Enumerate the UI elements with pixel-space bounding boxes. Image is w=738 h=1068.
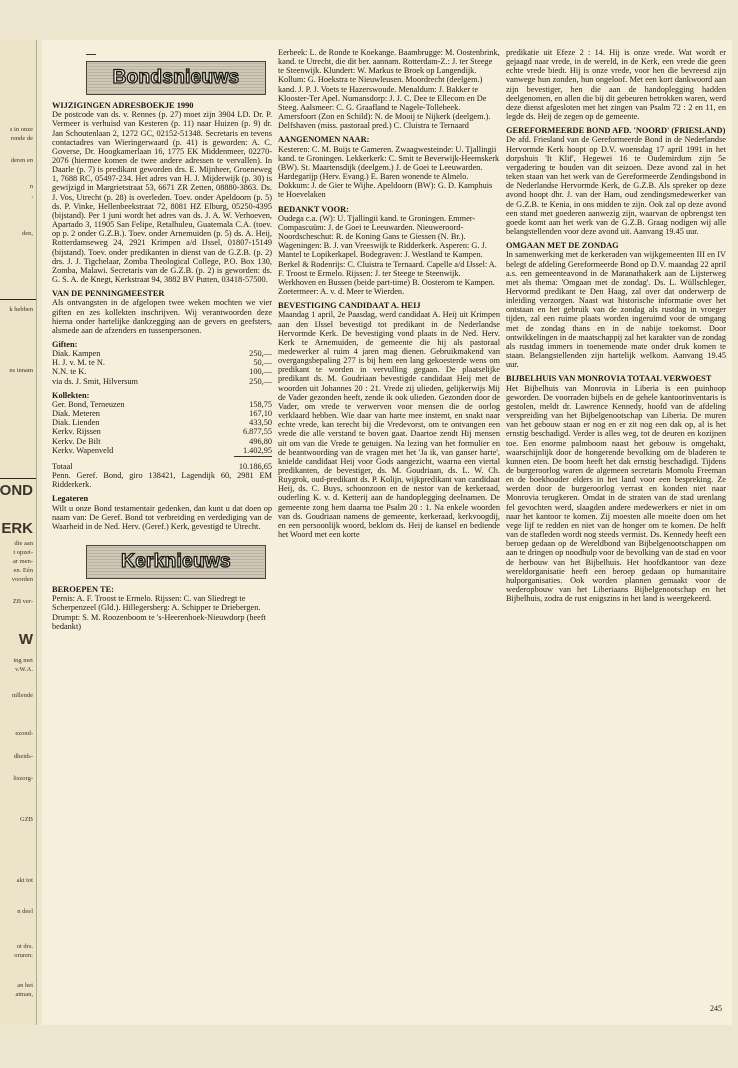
strip-fragment: an het — [17, 982, 33, 989]
column-2 — [278, 48, 500, 539]
article-text: Als ontvangsten in de afgelopen twee weken mochten we vier giften en zes kollekten inschrijven. Wij verantwoorden deze hierna onder hartelijke dankzegging aan de gevers en geefsters, alsmede aan de afzenders en tussenpersonen. — [52, 298, 272, 335]
kollekten-list — [52, 400, 272, 455]
section-heading: BIJBELHUIS VAN MONROVIA TOTAAL VERWOEST — [506, 374, 712, 384]
strip-fragment: ing met — [13, 657, 33, 664]
list-item: Diak. Meteren 167,10 — [52, 409, 272, 419]
strip-fragment: n — [29, 183, 33, 190]
list-item: Diak. Kampen 250,— — [52, 349, 272, 359]
list-label: Giften: — [52, 340, 78, 349]
article-text: In samenwerking met de kerkeraden van wijkgemeenten III en IV belegt de afdeling Gereformeerde Bond op D.V. maandag 22 april a.s. een gemeenteavond in de Maranathakerk aan de Lijsterweg met als thema: 'Omgaan met de zondag'. Ds. L. Wüllschleger, Hervormd predikant te Den Haag, zal over dat onderwerp de inleiding verzorgen. Naast wat historische informatie over het ontstaan en het gebruik van de zondag als rustdag in vroeger tijden, zal een ruime plaats worden ingeruimd voor de omgang met de zondag thans en in de nabije toekomst. Door ontwikkelingen in de maatschappij zal het karakter van de zondag als rustdag immers in toenemende mate onder druk komen te staan. Belangstellenden zijn hartelijk welkom. Aanvang 19.45 uur. — [506, 250, 726, 370]
totaal-row: Totaal 10.186,65 — [52, 461, 272, 471]
strip-heading: ERK — [1, 520, 33, 537]
section-heading: Legateren — [52, 494, 89, 504]
section-heading: BEDANKT VOOR: — [278, 204, 349, 214]
strip-fragment: nillende — [12, 692, 33, 699]
list-item: Kerkv. De Bilt 496,80 — [52, 436, 272, 446]
strip-fragment: s in onze — [9, 126, 33, 133]
section-heading: WIJZIGINGEN ADRESBOEKJE 1990 — [52, 101, 194, 110]
strip-fragment: rende de — [10, 135, 33, 142]
strip-fragment: ot drs. — [16, 943, 33, 950]
strip-fragment: , — [31, 192, 33, 199]
section-heading: AANGENOMEN NAAR: — [278, 135, 370, 145]
article-text: Eerbeek: L. de Ronde te Koekange. Baambrugge: M. Oostenbrink, kand. te Utrecht, die dit ber. aannam. Rotterdam-Z.: J. ter Steege te Steenwijk. Klundert: W. Markus te Broek op Langendijk. Kollum: G. Hoekstra te Nieuwleusen. Moordrecht (deelgem.) kand. J. P. J. Voets te Hazerswoude. Menaldum: J. Bakker te Klooster-Ter Apel. Numansdorp: J. J. C. Dee te Ellecom en De Steeg. Aalsmeer: C. G. Graafland te Nagele-Tollebeek. Amersfoort (Zon en Schild): N. de Mooij te Nijkerk (deelgem.). Delfshaven (miss. pastoraal pred.) C. Cluistra te Ternaard — [278, 48, 500, 131]
strip-fragment: dheids- — [13, 753, 33, 760]
strip-fragment: en. Eén — [13, 567, 33, 574]
banner-title: Bondsnieuws — [112, 67, 240, 88]
strip-fragment: voorden — [11, 576, 33, 583]
strip-fragment: ar men- — [12, 558, 33, 565]
strip-fragment: die aan — [14, 540, 33, 547]
list-item: H. J. v. M. te N. 50,— — [52, 358, 272, 368]
giften-list — [52, 349, 272, 386]
bondsnieuws-banner — [86, 61, 266, 95]
list-item: Diak. Lienden 433,50 — [52, 418, 272, 428]
article-text: Oudega c.a. (W): U. Tjallingii kand. te Groningen. Emmer-Compascuüm: J. de Goei te Leeuwarden. Nieuweroord-Noordscheschut: R. de Koning Gans te Giessen (N. Br.). Wageningen: B. J. van Vreeswijk te Ridderkerk. Asperen: G. J. Mantel te Lopikerkapel. Bodegraven: J. Westland te Kampen. Berkel & Rodenrijs: C. Cluistra te Ternaard. Capelle a/d IJssel: A. F. Troost te Ermelo. Rijssen: J. ter Steege te Steenwijk. Werkhoven en Bussen (beide part-time) B. Oosterom te Kampen. Zoetermeer: A. v. d. Meer te Wierden. — [278, 213, 497, 296]
strip-heading: W — [18, 631, 33, 648]
strip-fragment: ezond- — [15, 730, 33, 737]
strip-fragment: v.W.A. — [15, 666, 33, 673]
section-heading: BEROEPEN TE: — [52, 585, 114, 595]
list-item: Kerkv. Rijssen 6.877,55 — [52, 427, 272, 437]
strip-fragment: t opzet- — [13, 549, 33, 556]
article-text: Maandag 1 april, 2e Paasdag, werd candidaat A. Heij uit Krimpen aan den IJssel bevestigd tot predikant in de Nederlandse Hervormde Kerk. De bevestiging vond plaats in de Ned. Herv. Kerk te Arnemuiden, de gemeente die hij als pastoraal medewerker al ruim 4 jaren mag dienen. Gebruikmakend van overgangsbepaling 277 is bij hem een lang gekoesterde wens om predikant te worden in vervulling gegaan. De plaatselijke predikant ds. M. Goudriaan bevestigde candidaat Heij met de woorden uit Johannes 20 : 21. Vrede zij ulieden, gelijkerwijs Mij de Vader gezonden heeft, zende ik ook ulieden. Gezonden door de Vader, om vrede te verwerven voor mensen die de oorlog verklaard hebben. Wie daar van harte mee instemt, en snakt naar echte vrede, kan terecht bij die Vredevorst, om te ontvangen een vrede die alle verstand te boven gaat. Daartoe zendt Hij mensen uit om van die Vrede te getuigen. Na lezing van het formulier en de beantwoording van de vragen met het 'Ja ik, van ganser harte', knielde candidaat Heij voor Gods aangezicht, waarna een viertal predikanten, de bevestiger, ds. M. Goudriaan, ds. L. W. Ch. Ruygrok, oud-predikant ds. P. Kolijn, wijkpredikant van candidaat Heij, ds. C. Buys, schoonzoon en de nestor van de kerkeraad, ouderling K. v. d. Ketterij aan de handoplegging deelnamen. De gemeente zong hem daarna toe Psalm 20 : 1. Na enkele woorden van ds. Goudriaan namens de gemeente, kerkeraad, kerkvoogdij, en een persoonlijk woord, beklom ds. Heij de kansel en bediende het Woord met een korte — [278, 310, 500, 540]
strip-fragment: deren en — [10, 157, 33, 164]
article-text: Pernis: A. F. Troost te Ermelo. Rijssen: C. van Sliedregt te Scherpenzeel (Gld.). Hillegersberg: A. Schipper te Driebergen. Drumpt: S. M. Roozenboom te 's-Heerenhoek-Nieuwdorp (heeft bedankt) — [52, 594, 266, 631]
section-heading: VAN DE PENNINGMEESTER — [52, 289, 165, 299]
section-heading: BEVESTIGING CANDIDAAT A. HEIJ — [278, 301, 421, 311]
strip-fragment: GZB — [20, 816, 33, 823]
article-text: Kesteren: C. M. Buijs te Gameren. Zwaagwesteinde: U. Tjallingii kand. te Groningen. Lekkerkerk: C. Smit te Beverwijk-Heemskerk (BW). St. Maartensdijk (deelgem.) J. de Goei te Leeuwarden. Hardegarijp (Herv. Evang.) E. Baren wonende te Almelo. Dokkum: J. de Gier te Wijhe. Apeldoorn (BW): G. D. Kamphuis te Hoevelaken — [278, 144, 500, 200]
page-number: 245 — [710, 1004, 722, 1013]
article-text: predikatie uit Efeze 2 : 14. Hij is onze vrede. Wat wordt er gejaagd naar vrede, in de wereld, in de Kerk, een vrede die geen echte vrede biedt. Hij is onze vrede, voor hen die bevreesd zijn vanwege hun zonden, hun ongeloof. Met een kort dankwoord aan zijn bevestiger, hen die aan de handoplegging hadden deelgenomen, en allen die bij dit gebeuren betrokken waren, werd deze dienst afgesloten met het zingen van Psalm 72 : 2 en 11, en legde ds. Heij de zegen op de gemeente. — [506, 48, 726, 122]
column-3 — [506, 48, 726, 603]
section-heading: GEREFORMEERDE BOND AFD. 'NOORD' (FRIESLAND) — [506, 126, 726, 136]
strip-fragment: ZB ver- — [12, 598, 33, 605]
banner-title: Kerknieuws — [121, 551, 231, 573]
article-text: Wilt u onze Bond testamentair gedenken, dan kunt u dat doen op naam van: De Geref. Bond tot verbreiding en verdediging van de Waarheid in de Ned. Herv. (Geref.) Kerk, gevestigd te Utrecht. — [52, 503, 272, 531]
adjacent-page-strip — [0, 40, 37, 1025]
giro-text: Penn. Geref. Bond, giro 138421, Lagendijk 60, 2981 EM Ridderkerk. — [52, 471, 272, 490]
column-1 — [52, 54, 272, 631]
list-item: N.N. te K. 100,— — [52, 367, 272, 377]
article-text: Het Bijbelhuis van Monrovia in Liberia is een puinhoop geworden. De voorraden bijbels en de gehele kantoorinventaris is gestolen, meldt dr. Lawrence Kennedy, hoofd van de afdeling verspreiding van het Bijbelgenootschap van Liberia. De muren van het gebouw staan er nog en er zit nog een dak op, al is het ernstig beschadigd. Verder is alles weg, tot de deuren en kozijnen toe. Een enorme palmboom naast het gebouw is omgehakt, waarschijnlijk door de hongerende bevolking om de bladeren te kunnen eten. De boom heeft het dak ernstig beschadigd. Tijdens de burgeroorlog waren de algemeen secretaris Momolu Freeman en de boekhouder elders in het land voor een bespreking. Ze werden door de burgeroorlog verrast en konden niet naar Monrovia terugkeren. Omdat in de straten van de stad urenlang fel gevochten werd, slaagden andere medewerkers er niet in om naar het kantoor te komen. Zij moesten alle moeite doen om het vege lijf te redden en niet van de honger om te komen. De helft van de stafleden wordt nog steeds vermist. Ds. Kennedy heeft een beroep gedaan op de Wereldbond van Bijbelgenootschappen om aan te dringen op noodhulp voor de bevolking van de stad en voor de herbouw van het Bijbelhuis. Het hoofdkantoor van deze wereldorganisatie heeft een beroep gedaan op humanitaire hulporganisaties. Ook worden plannen gemaakt voor de wederopbouw van het Liberiaans Bijbelgenootschap en het Bijbelhuis, zodra de rust enigszins in het land is weergekeerd. — [506, 383, 726, 604]
strip-fragment: liszorg- — [13, 775, 33, 782]
strip-fragment: k hebben — [9, 306, 33, 313]
kerknieuws-banner — [86, 545, 266, 579]
strip-fragment: oruren: — [14, 952, 33, 959]
list-item: via ds. J. Smit, Hilversum 250,— — [52, 376, 272, 386]
strip-heading: OND — [0, 482, 33, 499]
strip-fragment: n deel — [17, 908, 33, 915]
article-text: De afd. Friesland van de Gereformeerde Bond in de Nederlandse Hervormde Kerk hoopt op D.V. woensdag 17 april 1991 in het dorpshuis 'It Klif', Hegewei 16 te Oudemirdum zijn 5e vergadering te houden van dit seizoen. Deze avond zal in het teken staan van het werk van de Gereformeerde Zendingsbond in de Nederlandse Hervormde Kerk, de G.Z.B. Als spreker op deze avond hoopt dhr. J. van der Ham, oud zendingsmedewerker van de G.Z.B. te Kenia, in ons midden te zijn. Ook zal op deze avond een stand met goederen aanwezig zijn, waarvan de opbrengst ten goede komt aan het werk van de G.Z.B. Graag nodigen wij alle belangstellenden voor deze avond uit. Aanvang 19.45 uur. — [506, 135, 726, 237]
strip-fragment: atman, — [15, 991, 33, 998]
list-item: Kerkv. Wapenveld 1.402,95 — [52, 445, 272, 455]
strip-fragment: akt tot — [16, 877, 33, 884]
article-text: De postcode van ds. v. Rennes (p. 27) moet zijn 3904 LD. Dr. P. Vermeer is verhuisd van Kesteren (p. 11) naar Huizen (p. 9) dr. Jan Schoutenlaan 2, 1272 GC, 02152-51348. Secretaris en tevens contactadres van Wieringerwaard (p. 41) is geworden: A. C. Goverse, Dr. Hoogkamerlaan 16, 1775 EK Middenmeer, 02270-2076 (hiermee komen de twee andere adressen te vervallen). In Daarle (p. 7) is predikant geworden drs. E. Mijnheer, Groeneweg 1, 7688 RC, 05497-234. Het adres van H. J. Mijderwijk (p. 30) is gewijzigd in Margrietstraat 53, 6671 ZR Zetten, 08880-3863. Ds. J. Vos, Utrecht (p. 28) is overleden. Toev. onder Apeldoorn (p. 5) ds. P. Vinke, Hellenbeekstraat 72, 8081 HZ Elburg, 05250-4395 (bijstand). Per 1 juni wordt het adres van ds. J. A. W. Verhoeven, Apartado 3, 11905 San Felipe, Retalhuleu, Guatemala C.A. (toev. op p. 2 onder G.Z.B.). Toev. onder Arnemuiden (p. 5) ds. A. Heij, Rotterdamseweg 24, 2921 Krimpen a/d IJssel, 01807-15149 (bijstand). Toev. onder predikanten in dienst van de G.Z.B. (p. 2) drs. J. J. Tigchelaar, Zomba Theological College, P.O. Box 130, Zomba, Malawi. Secretaris van de G.Z.B. (p. 2) is geworden: ds. G. S. A. de Knegt, Kerkstraat 94, 3882 BV Putten, 03418-57500. — [52, 110, 272, 285]
list-label: Kollekten: — [52, 390, 90, 400]
strip-fragment: ns innam — [9, 367, 33, 374]
list-item: Ger. Bond, Terneuzen 158,75 — [52, 399, 272, 409]
strip-fragment: den, — [21, 230, 33, 237]
newspaper-page — [42, 40, 732, 1025]
section-heading: OMGAAN MET DE ZONDAG — [506, 241, 619, 251]
